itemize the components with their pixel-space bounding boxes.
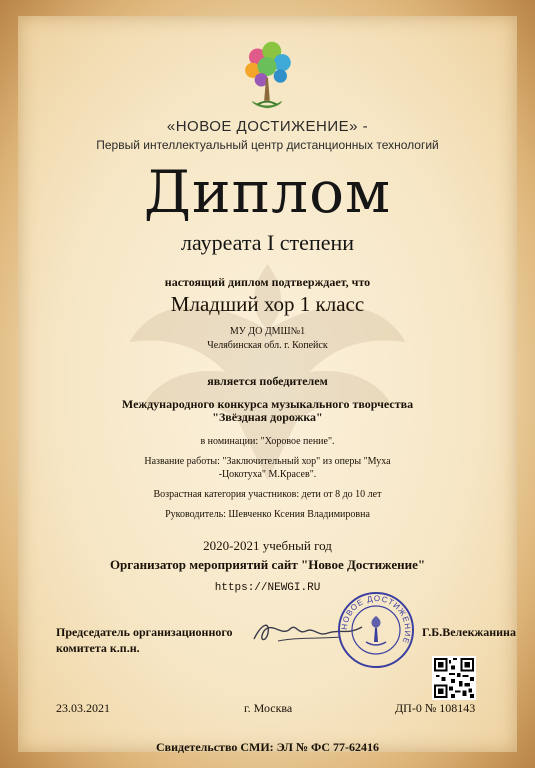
- leader-name: Руководитель: Шевченко Ксения Владимировна: [165, 509, 370, 520]
- contest-name-line1: Международного конкурса музыкального творчества: [121, 397, 414, 411]
- chair-title-line2: комитета к.п.н.: [56, 641, 140, 655]
- nomination-text: в номинации: "Хоровое пение".: [200, 436, 335, 447]
- recipient-name: Младший хор 1 класс: [170, 292, 365, 316]
- website-url[interactable]: https://NEWGI.RU: [214, 582, 321, 594]
- issue-date: 23.03.2021: [56, 701, 110, 715]
- organization-subtitle: Первый интеллектуальный центр дистанционных технологий: [96, 138, 439, 152]
- confirmation-text: настоящий диплом подтверждает, что: [164, 275, 371, 289]
- chair-title-line1: Председатель организационного: [56, 625, 233, 639]
- diploma-degree: лауреата I степени: [180, 230, 355, 255]
- media-certificate: Свидетельство СМИ: ЭЛ № ФС 77-62416: [155, 740, 380, 754]
- issue-place: г. Москва: [244, 701, 293, 715]
- diploma-number: ДП-0 № 108143: [395, 701, 476, 715]
- contest-name-line2: "Звёздная дорожка": [212, 410, 323, 424]
- signer-name: Г.Б.Велекжанина: [422, 625, 516, 639]
- tree-logo-icon: [238, 38, 296, 114]
- qr-code-icon: [432, 656, 476, 700]
- work-title-line2: -Цокотуха" М.Красев".: [218, 469, 317, 480]
- stamp-seal-icon: [336, 590, 416, 670]
- work-title-line1: Название работы: "Заключительный хор" из оперы "Муха: [144, 456, 391, 467]
- organization-name: «НОВОЕ ДОСТИЖЕНИЕ» -: [166, 118, 369, 135]
- winner-text: является победителем: [207, 374, 328, 388]
- school-city: Челябинская обл. г. Копейск: [207, 340, 328, 351]
- age-category: Возрастная категория участников: дети от 8 до 10 лет: [153, 489, 382, 500]
- diploma-title: Диплом: [143, 158, 392, 226]
- school-name: МУ ДО ДМШ№1: [229, 326, 306, 337]
- stamp-text: НОВОЕ ДОСТИЖЕНИЕ: [339, 593, 413, 646]
- academic-year: 2020-2021 учебный год: [203, 538, 332, 553]
- organizer-text: Организатор мероприятий сайт "Новое Достижение": [109, 557, 426, 572]
